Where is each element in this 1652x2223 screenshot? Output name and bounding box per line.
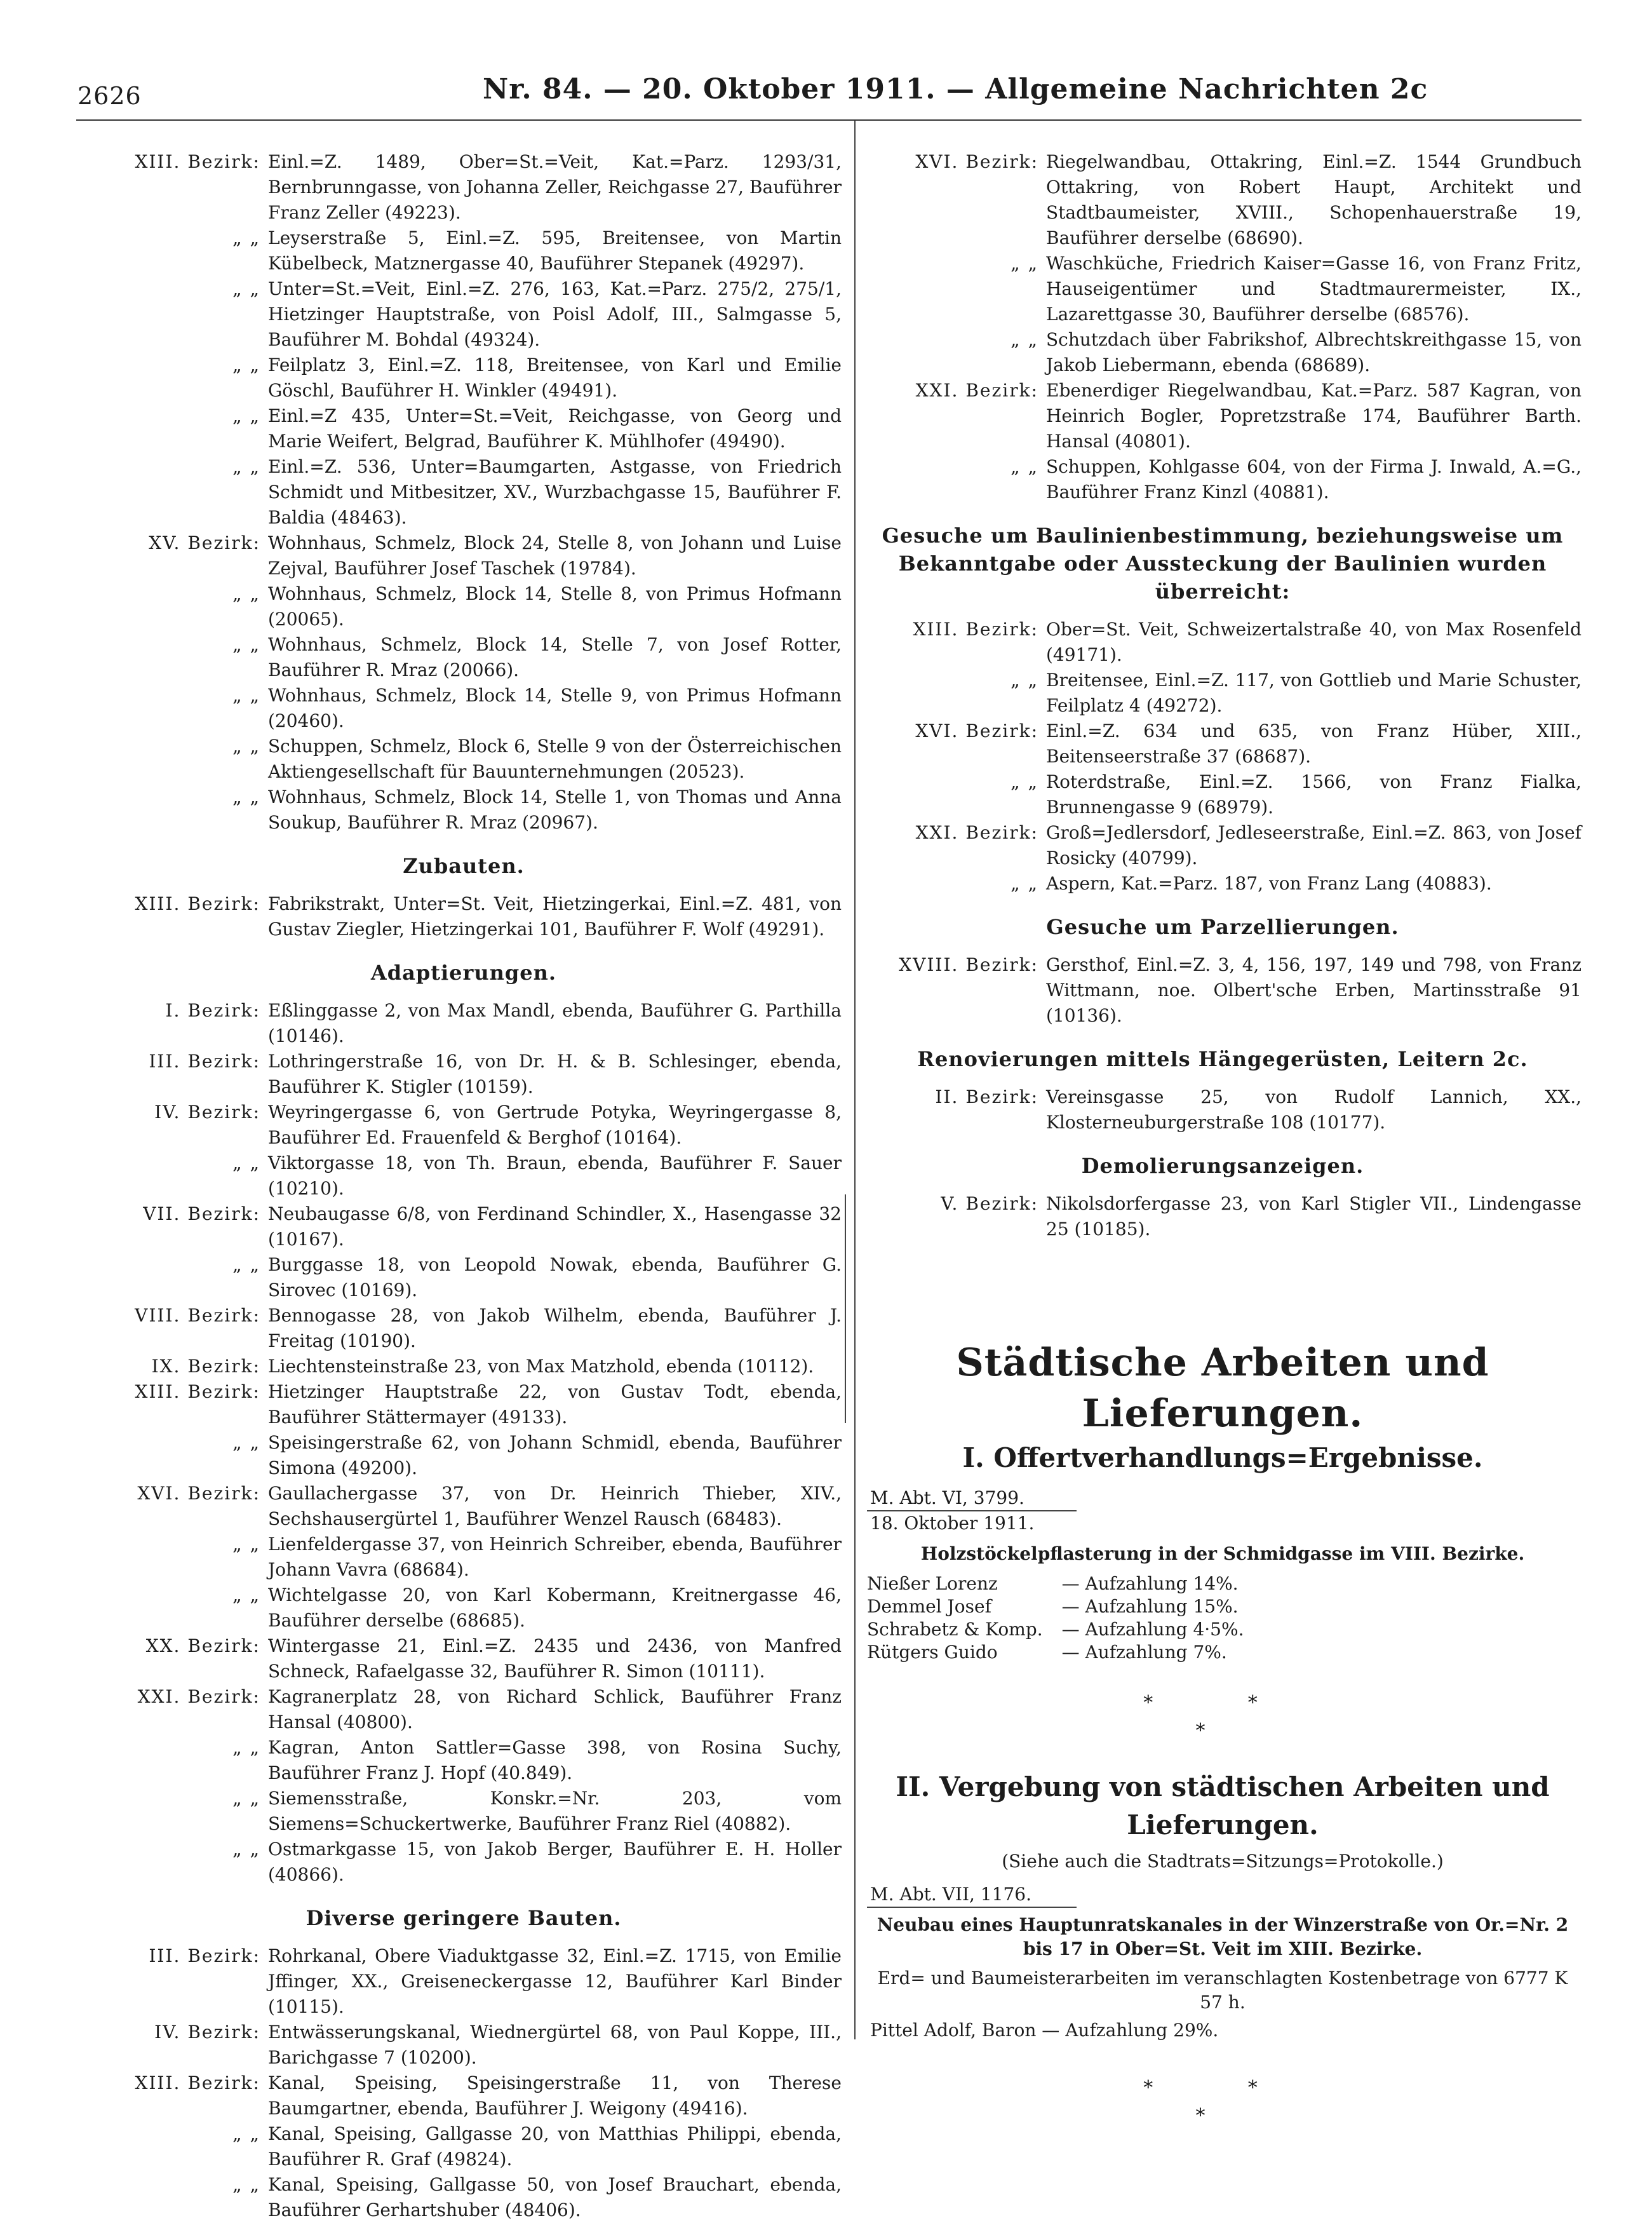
note-line: (Siehe auch die Stadtrats=Sitzungs=Protokolle.) [1002, 1851, 1444, 1872]
entry-text: Lienfeldergasse 37, von Heinrich Schreiber, ebenda, Bauführer Johann Vavra (68684). [268, 1534, 842, 1580]
district-label: XVIII. Bezirk: [899, 954, 1038, 975]
district-label: XVI. Bezirk: [915, 720, 1038, 741]
entry-text: Wohnhaus, Schmelz, Block 14, Stelle 1, von Thomas und Anna Soukup, Bauführer R. Mraz (20967). [268, 787, 842, 833]
column-divider [854, 121, 856, 2039]
register-entry [86, 632, 842, 683]
district-label: IV. Bezirk: [154, 2022, 260, 2043]
entry-text: Gersthof, Einl.=Z. 3, 4, 156, 197, 149 und 798, von Franz Wittmann, noe. Olbert'sche Erben, Martinsstraße 91 (10136). [1046, 954, 1581, 1026]
register-entry [86, 1684, 842, 1735]
register-entry [86, 1943, 842, 2020]
entry-text: Kagranerplatz 28, von Richard Schlick, Bauführer Franz Hansal (40800). [268, 1686, 842, 1733]
district-label: „ „ [232, 1737, 260, 1758]
district-label: XVI. Bezirk: [915, 151, 1038, 172]
district-label: „ „ [232, 685, 260, 706]
register-entry [86, 998, 842, 1049]
district-label: „ „ [232, 227, 260, 248]
entry-text: Wohnhaus, Schmelz, Block 24, Stelle 8, von Johann und Luise Zejval, Bauführer Josef Taschek (19784). [268, 532, 842, 579]
register-entry [86, 734, 842, 785]
offer-row [867, 1595, 1263, 1618]
entry-text: Einl.=Z 435, Unter=St.=Veit, Reichgasse, von Georg und Marie Weifert, Belgrad, Bauführer K. Mühlhofer (49490). [268, 405, 842, 452]
register-entry [86, 1049, 842, 1100]
entry-text: Kagran, Anton Sattler=Gasse 398, von Rosina Suchy, Bauführer Franz J. Hopf (40.849). [268, 1737, 842, 1783]
district-label: IV. Bezirk: [154, 1102, 260, 1123]
entry-text: Gaullachergasse 37, von Dr. Heinrich Thieber, XIV., Sechshausergürtel 1, Bauführer Wenzel Rausch (68483). [268, 1483, 842, 1529]
district-label: „ „ [1011, 771, 1038, 792]
entry-text: Lothringerstraße 16, von Dr. H. & B. Schlesinger, ebenda, Bauführer K. Stigler (10159). [268, 1051, 842, 1097]
right-column [864, 149, 1581, 2130]
bidder-name: Nießer Lorenz [867, 1573, 998, 1594]
offers-table [867, 1572, 1263, 1664]
entry-text: Kanal, Speising, Gallgasse 20, von Matthias Philippi, ebenda, Bauführer R. Graf (49824). [268, 2123, 842, 2170]
section-heading-demolierungen: Demolierungsanzeigen. [1081, 1154, 1364, 1178]
entry-text: Schuppen, Schmelz, Block 6, Stelle 9 von der Österreichischen Aktiengesellschaft für Bauunternehmungen (20523). [268, 736, 842, 782]
register-entry [864, 769, 1581, 820]
entry-text: Ebenerdiger Riegelwandbau, Kat.=Parz. 587 Kagran, von Heinrich Bogler, Popretzstraße 174, Bauführer Barth. Hansal (40801). [1046, 380, 1581, 452]
entry-text: Einl.=Z. 634 und 635, von Franz Hüber, XIII., Beitenseerstraße 37 (68687). [1046, 720, 1581, 767]
register-entry [86, 149, 842, 226]
district-label: „ „ [1011, 329, 1038, 350]
offer-row [867, 1641, 1263, 1664]
reference-number: M. Abt. VI, 3799. [870, 1487, 1024, 1508]
bid-value: — Aufzahlung 15%. [1061, 1596, 1239, 1617]
register-entry [864, 378, 1581, 454]
register-entry [86, 226, 842, 276]
entry-text: Neubaugasse 6/8, von Ferdinand Schindler, X., Hasengasse 32 (10167). [268, 1203, 842, 1250]
register-entry [86, 683, 842, 734]
district-label: VIII. Bezirk: [135, 1305, 260, 1326]
entry-text: Siemensstraße, Konskr.=Nr. 203, vom Siemens=Schuckertwerke, Bauführer Franz Riel (40882). [268, 1788, 842, 1834]
section-heading-renovierungen: Renovierungen mittels Hängegerüsten, Leitern 2c. [917, 1047, 1528, 1071]
bidder-name: Schrabetz & Komp. [867, 1619, 1043, 1640]
bid-value: — Aufzahlung 4·5%. [1061, 1619, 1244, 1640]
district-label: „ „ [232, 1254, 260, 1275]
register-entry [86, 1100, 842, 1151]
entry-text: Speisingerstraße 62, von Johann Schmidl, ebenda, Bauführer Simona (49200). [268, 1432, 842, 1478]
register-entry [864, 1084, 1581, 1135]
register-entry [86, 1633, 842, 1684]
register-entry [86, 1201, 842, 1252]
reference-number-2: M. Abt. VII, 1176. [870, 1884, 1031, 1905]
district-label: „ „ [232, 1432, 260, 1453]
district-label: „ „ [232, 1152, 260, 1173]
entry-text: Liechtensteinstraße 23, von Max Matzhold, ebenda (10112). [268, 1356, 814, 1377]
reference-underline-2 [867, 1907, 1077, 1908]
district-label: XIII. Bezirk: [135, 151, 260, 172]
register-entry [86, 891, 842, 942]
entry-text: Ostmarkgasse 15, von Jakob Berger, Bauführer E. H. Holler (40866). [268, 1839, 842, 1885]
header-rule [76, 119, 1581, 121]
register-entry [864, 251, 1581, 327]
entry-text: Eßlinggasse 2, von Max Mandl, ebenda, Bauführer G. Parthilla (10146). [268, 1000, 842, 1046]
bid-value: — Aufzahlung 7%. [1061, 1642, 1227, 1663]
list-group [86, 149, 842, 835]
register-entry [86, 1532, 842, 1583]
district-label: „ „ [232, 278, 260, 299]
list-group [864, 617, 1581, 896]
district-label: I. Bezirk: [165, 1000, 260, 1021]
section-heading-baulinien: Gesuche um Baulinienbestimmung, beziehungsweise um Bekanntgabe oder Aussteckung der Baulinien wurden überreicht: [882, 524, 1564, 604]
register-entry [86, 530, 842, 581]
entry-text: Burggasse 18, von Leopold Nowak, ebenda, Bauführer G. Sirovec (10169). [268, 1254, 842, 1301]
register-entry [86, 1379, 842, 1430]
entry-text: Groß=Jedlersdorf, Jedleseerstraße, Einl.=Z. 863, von Josef Rosicky (40799). [1046, 822, 1581, 868]
entry-text: Roterdstraße, Einl.=Z. 1566, von Franz Fialka, Brunnengasse 9 (68979). [1046, 771, 1581, 818]
separator-star: * [1195, 1720, 1250, 1742]
register-entry [86, 785, 842, 835]
page-number: 2626 [77, 82, 142, 110]
entry-text: Wohnhaus, Schmelz, Block 14, Stelle 8, von Primus Hofmann (20065). [268, 583, 842, 630]
section-heading-adaptierungen: Adaptierungen. [370, 961, 557, 985]
entry-text: Vereinsgasse 25, von Rudolf Lannich, XX., Klosterneuburgerstraße 108 (10177). [1046, 1086, 1581, 1133]
district-label: V. Bezirk: [941, 1193, 1038, 1214]
entry-text: Ober=St. Veit, Schweizertalstraße 40, von Max Rosenfeld (49171). [1046, 619, 1581, 665]
entry-text: Waschküche, Friedrich Kaiser=Gasse 16, von Franz Fritz, Hauseigentümer und Stadtmaurermeister, IX., Lazarettgasse 30, Bauführer derselbe (68576). [1046, 253, 1581, 325]
entry-text: Viktorgasse 18, von Th. Braun, ebenda, Bauführer F. Sauer (10210). [268, 1152, 842, 1199]
district-label: XXI. Bezirk: [137, 1686, 260, 1707]
work-description: Erd= und Baumeisterarbeiten im veranschlagten Kostenbetrage von 6777 K 57 h. [877, 1968, 1568, 2013]
district-label: „ „ [232, 2123, 260, 2144]
district-label: III. Bezirk: [149, 1945, 260, 1966]
register-entry [86, 581, 842, 632]
entry-text: Wohnhaus, Schmelz, Block 14, Stelle 7, von Josef Rotter, Bauführer R. Mraz (20066). [268, 634, 842, 680]
entry-text: Unter=St.=Veit, Einl.=Z. 276, 163, Kat.=Parz. 275/2, 275/1, Hietzinger Hauptstraße, von Poisl Adolf, III., Salmgasse 5, Bauführer M. Bohdal (49324). [268, 278, 842, 350]
district-label: IX. Bezirk: [151, 1356, 260, 1377]
district-label: „ „ [1011, 670, 1038, 691]
bidder-name: Rütgers Guido [867, 1642, 998, 1663]
district-label: „ „ [232, 1788, 260, 1809]
entry-text: Nikolsdorfergasse 23, von Karl Stigler VII., Lindengasse 25 (10185). [1046, 1193, 1581, 1240]
register-entry [86, 1303, 842, 1354]
entry-text: Einl.=Z. 1489, Ober=St.=Veit, Kat.=Parz. 1293/31, Bernbrunngasse, von Johanna Zeller, Reichgasse 27, Bauführer Franz Zeller (49223). [268, 151, 842, 223]
register-entry [864, 454, 1581, 505]
list-group [864, 149, 1581, 505]
district-label: „ „ [1011, 253, 1038, 274]
contract-subject: Holzstöckelpflasterung in der Schmidgasse im VIII. Bezirke. [920, 1543, 1525, 1564]
section-heading-parzellierungen: Gesuche um Parzellierungen. [1046, 915, 1399, 939]
register-entry [864, 871, 1581, 896]
list-group [86, 998, 842, 1888]
district-label: XXI. Bezirk: [915, 822, 1038, 843]
register-entry [86, 454, 842, 530]
entry-text: Kanal, Speising, Gallgasse 50, von Josef Brauchart, ebenda, Bauführer Gerhartshuber (48406). [268, 2174, 842, 2220]
district-label: „ „ [232, 583, 260, 604]
district-label: „ „ [232, 456, 260, 477]
separator-star-2: * [1195, 2105, 1250, 2127]
entry-text: Entwässerungskanal, Wiednergürtel 68, von Paul Koppe, III., Barichgasse 7 (10200). [268, 2022, 842, 2068]
bid-value: — Aufzahlung 14%. [1061, 1573, 1239, 1594]
district-label: XX. Bezirk: [145, 1635, 260, 1656]
register-entry [86, 1735, 842, 1786]
separator-stars-2: * * [1143, 2077, 1302, 2099]
entry-text: Weyringergasse 6, von Gertrude Potyka, Weyringergasse 8, Bauführer Ed. Frauenfeld & Berghof (10164). [268, 1102, 842, 1148]
district-label: „ „ [232, 634, 260, 655]
entry-text: Wintergasse 21, Einl.=Z. 2435 und 2436, von Manfred Schneck, Rafaelgasse 32, Bauführer R. Simon (10111). [268, 1635, 842, 1682]
entry-text: Kanal, Speising, Speisingerstraße 11, von Therese Baumgartner, ebenda, Bauführer J. Weigony (49416). [268, 2072, 842, 2119]
separator-stars: * * [1143, 1692, 1302, 1714]
section-heading-zubauten: Zubauten. [403, 854, 525, 878]
subsection-title-offert: I. Offertverhandlungs=Ergebnisse. [962, 1442, 1483, 1473]
register-entry [86, 1786, 842, 1837]
entry-text: Riegelwandbau, Ottakring, Einl.=Z. 1544 Grundbuch Ottakring, von Robert Haupt, Architekt und Stadtbaumeister, XVIII., Schopenhauerstraße 19, Bauführer derselbe (68690). [1046, 151, 1581, 248]
district-label: XXI. Bezirk: [915, 380, 1038, 401]
district-label: „ „ [232, 2174, 260, 2195]
register-entry [864, 820, 1581, 871]
register-entry [864, 952, 1581, 1029]
entry-text: Schutzdach über Fabrikshof, Albrechtskreithgasse 15, von Jakob Liebermann, ebenda (68689). [1046, 329, 1581, 375]
entry-text: Wichtelgasse 20, von Karl Kobermann, Kreitnergasse 46, Bauführer derselbe (68685). [268, 1584, 842, 1631]
district-label: „ „ [232, 787, 260, 807]
header-title: Nr. 84. — 20. Oktober 1911. — Allgemeine Nachrichten 2c [483, 73, 1428, 105]
district-label: „ „ [232, 405, 260, 426]
main-section-title: Städtische Arbeiten und Lieferungen. [956, 1341, 1489, 1436]
entry-text: Rohrkanal, Obere Viaduktgasse 32, Einl.=Z. 1715, von Emilie Jffinger, XX., Greiseneckergasse 12, Bauführer Karl Binder (10115). [268, 1945, 842, 2017]
district-label: „ „ [232, 355, 260, 375]
list-group [86, 1943, 842, 2223]
entry-text: Feilplatz 3, Einl.=Z. 118, Breitensee, von Karl und Emilie Göschl, Bauführer H. Winkler (49491). [268, 355, 842, 401]
district-label: „ „ [1011, 456, 1038, 477]
district-label: II. Bezirk: [935, 1086, 1038, 1107]
offer-line: Pittel Adolf, Baron — Aufzahlung 29%. [870, 2020, 1219, 2041]
register-entry [864, 327, 1581, 378]
entry-text: Breitensee, Einl.=Z. 117, von Gottlieb und Marie Schuster, Feilplatz 4 (49272). [1046, 670, 1581, 716]
district-label: XV. Bezirk: [149, 532, 260, 553]
register-entry [864, 668, 1581, 719]
bidder-name: Demmel Josef [867, 1596, 991, 1617]
register-entry [86, 1151, 842, 1201]
district-label: „ „ [232, 1534, 260, 1555]
register-entry [86, 1583, 842, 1633]
list-group [864, 1084, 1581, 1135]
register-entry [86, 2071, 842, 2121]
register-entry [864, 149, 1581, 251]
district-label: „ „ [232, 1839, 260, 1860]
district-label: „ „ [232, 1584, 260, 1605]
district-label: „ „ [1011, 873, 1038, 894]
district-label: XIII. Bezirk: [135, 1381, 260, 1402]
district-label: XIII. Bezirk: [135, 2072, 260, 2093]
register-entry [864, 617, 1581, 668]
register-entry [86, 1430, 842, 1481]
entry-text: Wohnhaus, Schmelz, Block 14, Stelle 9, von Primus Hofmann (20460). [268, 685, 842, 731]
column-divider-left [845, 1194, 846, 1423]
entry-text: Aspern, Kat.=Parz. 187, von Franz Lang (40883). [1046, 873, 1492, 894]
entry-text: Bennogasse 28, von Jakob Wilhelm, ebenda, Bauführer J. Freitag (10190). [268, 1305, 842, 1351]
register-entry [86, 276, 842, 353]
contract-subject-2: Neubau eines Hauptunratskanales in der Winzerstraße von Or.=Nr. 2 bis 17 in Ober=St. Veit im XIII. Bezirke. [876, 1914, 1569, 1959]
district-label: VII. Bezirk: [143, 1203, 260, 1224]
register-entry [86, 2121, 842, 2172]
offer-row [867, 1572, 1263, 1595]
register-entry [86, 1252, 842, 1303]
list-group [864, 1191, 1581, 1242]
register-entry [86, 2020, 842, 2071]
register-entry [86, 2172, 842, 2223]
entry-text: Hietzinger Hauptstraße 22, von Gustav Todt, ebenda, Bauführer Stättermayer (49133). [268, 1381, 842, 1428]
district-label: III. Bezirk: [149, 1051, 260, 1072]
entry-text: Leyserstraße 5, Einl.=Z. 595, Breitensee, von Martin Kübelbeck, Matznergasse 40, Bauführer Stepanek (49297). [268, 227, 842, 274]
register-entry [86, 353, 842, 403]
date-line: 18. Oktober 1911. [870, 1513, 1035, 1534]
register-entry [86, 403, 842, 454]
section-heading-diverse: Diverse geringere Bauten. [306, 1906, 622, 1930]
register-entry [864, 719, 1581, 769]
list-group [864, 952, 1581, 1029]
page-header [70, 73, 1581, 118]
district-label: „ „ [232, 736, 260, 757]
list-group [86, 891, 842, 942]
entry-text: Fabrikstrakt, Unter=St. Veit, Hietzingerkai, Einl.=Z. 481, von Gustav Ziegler, Hietzingerkai 101, Bauführer F. Wolf (49291). [268, 893, 842, 940]
left-column [86, 149, 842, 2223]
district-label: XIII. Bezirk: [913, 619, 1038, 640]
entry-text: Schuppen, Kohlgasse 604, von der Firma J. Inwald, A.=G., Bauführer Franz Kinzl (40881). [1046, 456, 1581, 503]
district-label: XVI. Bezirk: [137, 1483, 260, 1504]
register-entry [86, 1481, 842, 1532]
register-entry [86, 1837, 842, 1888]
subsection-title-vergebung: II. Vergebung von städtischen Arbeiten und Lieferungen. [896, 1771, 1550, 1841]
register-entry [86, 1354, 842, 1379]
register-entry [864, 1191, 1581, 1242]
district-label: XIII. Bezirk: [135, 893, 260, 914]
offer-row [867, 1618, 1263, 1641]
entry-text: Einl.=Z. 536, Unter=Baumgarten, Astgasse, von Friedrich Schmidt und Mitbesitzer, XV., Wurzbachgasse 15, Bauführer F. Baldia (48463). [268, 456, 842, 528]
